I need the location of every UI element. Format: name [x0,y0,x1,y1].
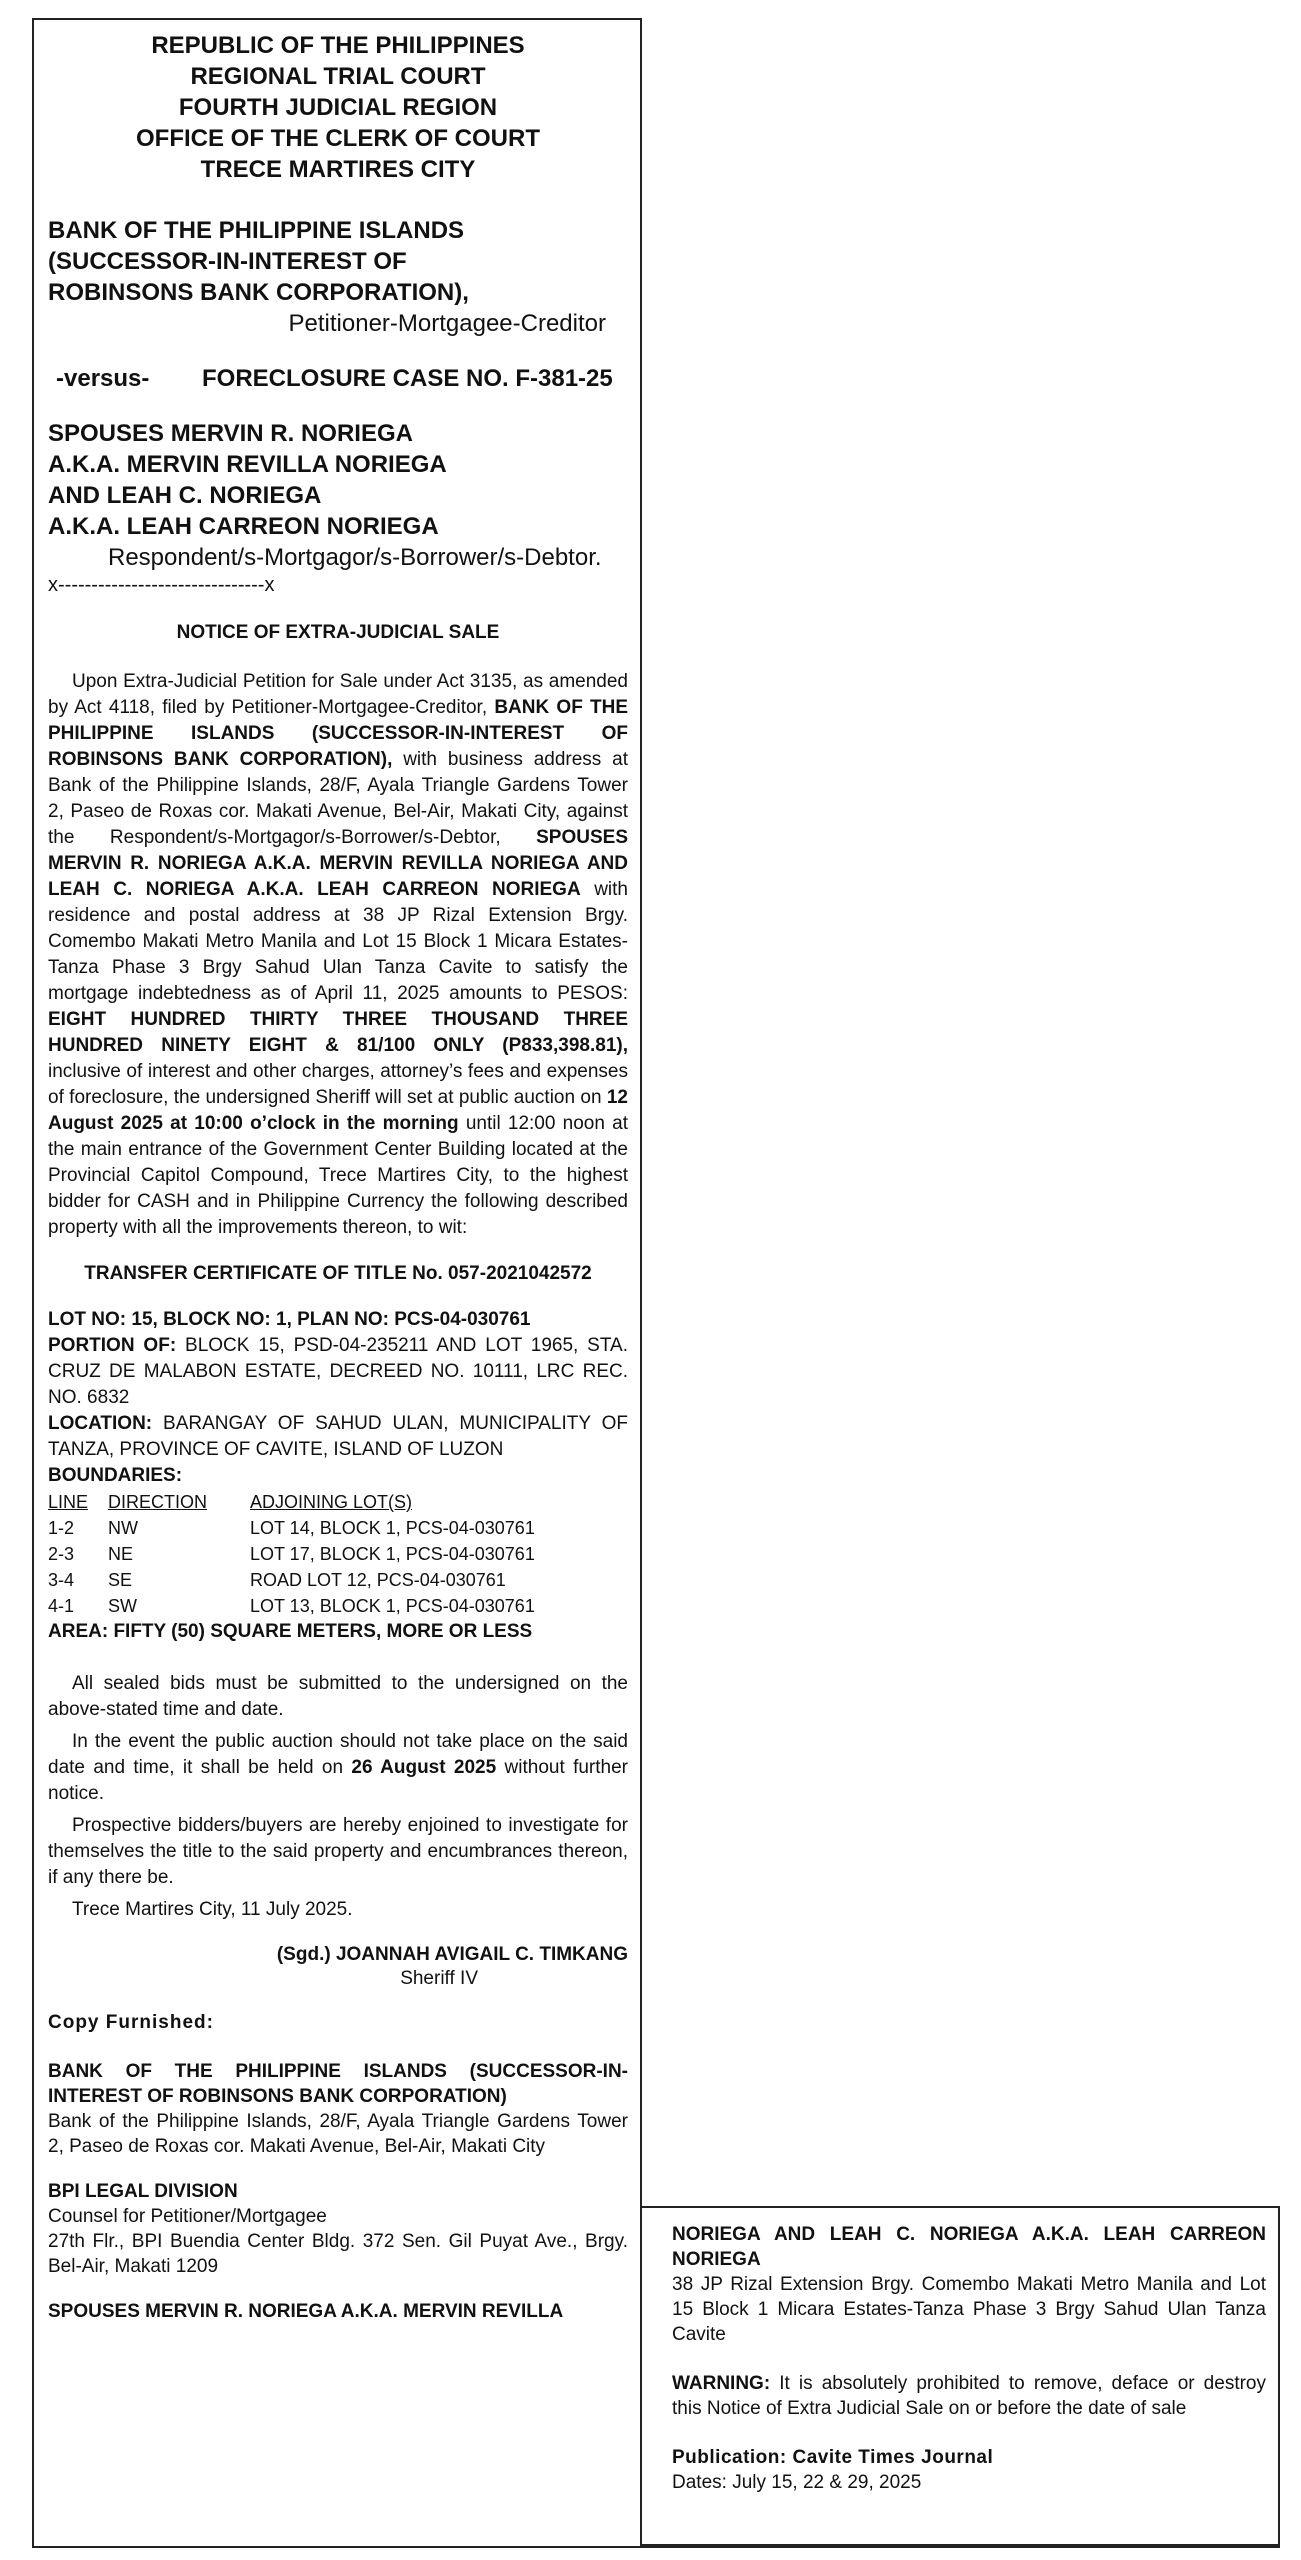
court-line: FOURTH JUDICIAL REGION [178,94,498,121]
versus-label: -versus- [56,365,150,392]
table-header: LINE DIRECTION ADJOINING LOT(S) [48,1492,413,1512]
copy-furnished-label: Copy Furnished: [48,2012,214,2033]
notice-title: NOTICE OF EXTRA-JUDICIAL SALE [176,622,500,643]
bids-paragraph: All sealed bids must be submitted to the undersigned on the above-stated time and date. [48,1673,628,1720]
date-line: Trece Martires City, 11 July 2025. [72,1899,353,1920]
table-row: 1-2 NW LOT 14, BLOCK 1, PCS-04-030761 [48,1518,535,1538]
court-line: OFFICE OF THE CLERK OF COURT [136,125,540,152]
case-number: FORECLOSURE CASE NO. F-381-25 [202,365,613,392]
sheriff-title: Sheriff IV [400,1968,478,1989]
main-column [48,30,628,2324]
spouses-name-start: SPOUSES MERVIN R. NORIEGA A.K.A. MERVIN REVILLA [48,2301,564,2322]
publication-name: Publication: Cavite Times Journal [672,2447,994,2468]
tct-number: TRANSFER CERTIFICATE OF TITLE No. 057-2021042572 [84,1263,592,1284]
sheriff-signature: (Sgd.) JOANNAH AVIGAIL C. TIMKANG [276,1944,628,1965]
bpi-name: BANK OF THE PHILIPPINE ISLANDS (SUCCESSOR-IN-INTEREST OF ROBINSONS BANK CORPORATION) [48,2061,628,2107]
respondent-name: A.K.A. MERVIN REVILLA NORIEGA [48,451,447,478]
continuation-column [672,2222,1266,2495]
portion-line: PORTION OF: BLOCK 15, PSD-04-235211 AND LOT 1965, STA. CRUZ DE MALABON ESTATE, DECREED NO. 10111, LRC REC. NO. 6832 [48,1335,628,1408]
court-header [48,30,628,185]
spouses-name-cont: NORIEGA AND LEAH C. NORIEGA A.K.A. LEAH CARREON NORIEGA [672,2224,1266,2270]
boundaries-table [48,1489,628,1619]
petitioner-name: (SUCCESSOR-IN-INTEREST OF [48,248,407,275]
spouses-address: 38 JP Rizal Extension Brgy. Comembo Makati Metro Manila and Lot 15 Block 1 Micara Estates-Tanza Phase 3 Brgy Sahud Ulan Tanza Cavite [672,2274,1266,2345]
warning-text: WARNING: It is absolutely prohibited to remove, deface or destroy this Notice of Extra Judicial Sale on or before the date of sale [672,2373,1266,2419]
respondent-role: Respondent/s-Mortgagor/s-Borrower/s-Debtor. [108,544,602,571]
legal-division-role: Counsel for Petitioner/Mortgagee [48,2206,327,2227]
table-row: 3-4 SE ROAD LOT 12, PCS-04-030761 [48,1570,506,1590]
respondent-name: A.K.A. LEAH CARREON NORIEGA [48,513,439,540]
petitioner-name: ROBINSONS BANK CORPORATION), [48,279,469,306]
legal-division-name: BPI LEGAL DIVISION [48,2181,238,2202]
court-line: REPUBLIC OF THE PHILIPPINES [151,32,525,59]
publication-dates: Dates: July 15, 22 & 29, 2025 [672,2472,922,2493]
bidders-paragraph: Prospective bidders/buyers are hereby enjoined to investigate for themselves the title to the said property and encumbrances thereon, if any there be. [48,1815,628,1888]
notice-body: Upon Extra-Judicial Petition for Sale under Act 3135, as amended by Act 4118, filed by Petitioner-Mortgagee-Creditor, BANK OF THE PHILIPPINE ISLANDS (SUCCESSOR-IN-INTEREST OF ROBINSONS BANK CORPORATION), with business address at Bank of the Philippine Islands, 28/F, Ayala Triangle Gardens Tower 2, Paseo de Roxas cor. Makati Avenue, Bel-Air, Makati City, against the Respondent/s-Mortgagor/s-Borrower/s-Debtor, SPOUSES MERVIN R. NORIEGA A.K.A. MERVIN REVILLA NORIEGA AND LEAH C. NORIEGA A.K.A. LEAH CARREON NORIEGA with residence and postal address at 38 JP Rizal Extension Brgy. Comembo Makati Metro Manila and Lot 15 Block 1 Micara Estates-Tanza Phase 3 Brgy Sahud Ulan Tanza Cavite to satisfy the mortgage indebtedness as of April 11, 2025 amounts to PESOS: EIGHT HUNDRED THIRTY THREE THOUSAND THREE HUNDRED NINETY EIGHT & 81/100 ONLY (P833,398.81), inclusive of interest and other charges, attorney’s fees and expenses of foreclosure, the undersigned Sheriff will set at public auction on 12 August 2025 at 10:00 o’clock in the morning until 12:00 noon at the main entrance of the Government Center Building located at the Provincial Capitol Compound, Trece Martires City, to the highest bidder for CASH and in Philippine Currency the following described property with all the improvements thereon, to wit: [48,671,629,1238]
location-line: LOCATION: BARANGAY OF SAHUD ULAN, MUNICIPALITY OF TANZA, PROVINCE OF CAVITE, ISLAND OF LUZON [48,1413,628,1460]
bottom-border [32,2546,1280,2548]
respondent-name: SPOUSES MERVIN R. NORIEGA [48,420,413,447]
lot-line: LOT NO: 15, BLOCK NO: 1, PLAN NO: PCS-04-030761 [48,1309,531,1330]
table-row: 2-3 NE LOT 17, BLOCK 1, PCS-04-030761 [48,1544,535,1564]
boundaries-label: BOUNDARIES: [48,1465,183,1486]
table-row: 4-1 SW LOT 13, BLOCK 1, PCS-04-030761 [48,1596,535,1616]
petitioner-name: BANK OF THE PHILIPPINE ISLANDS [48,217,465,244]
postponement-paragraph: In the event the public auction should not take place on the said date and time, it shall be held on 26 August 2025 without further notice. [48,1731,629,1804]
court-line: REGIONAL TRIAL COURT [190,63,486,90]
area-line: AREA: FIFTY (50) SQUARE METERS, MORE OR LESS [48,1621,533,1642]
lot-description [48,1307,628,1645]
versus-row [48,363,628,394]
bpi-address: Bank of the Philippine Islands, 28/F, Ayala Triangle Gardens Tower 2, Paseo de Roxas cor. Makati Avenue, Bel-Air, Makati City [48,2111,628,2157]
petitioner-role: Petitioner-Mortgagee-Creditor [288,310,606,337]
separator-line: x-------------------------------x [48,574,275,596]
respondent-name: AND LEAH C. NORIEGA [48,482,322,509]
legal-division-address: 27th Flr., BPI Buendia Center Bldg. 372 Sen. Gil Puyat Ave., Brgy. Bel-Air, Makati 1209 [48,2231,628,2277]
petitioner-block [48,215,628,339]
respondent-block [48,418,628,597]
court-line: TRECE MARTIRES CITY [200,156,476,183]
